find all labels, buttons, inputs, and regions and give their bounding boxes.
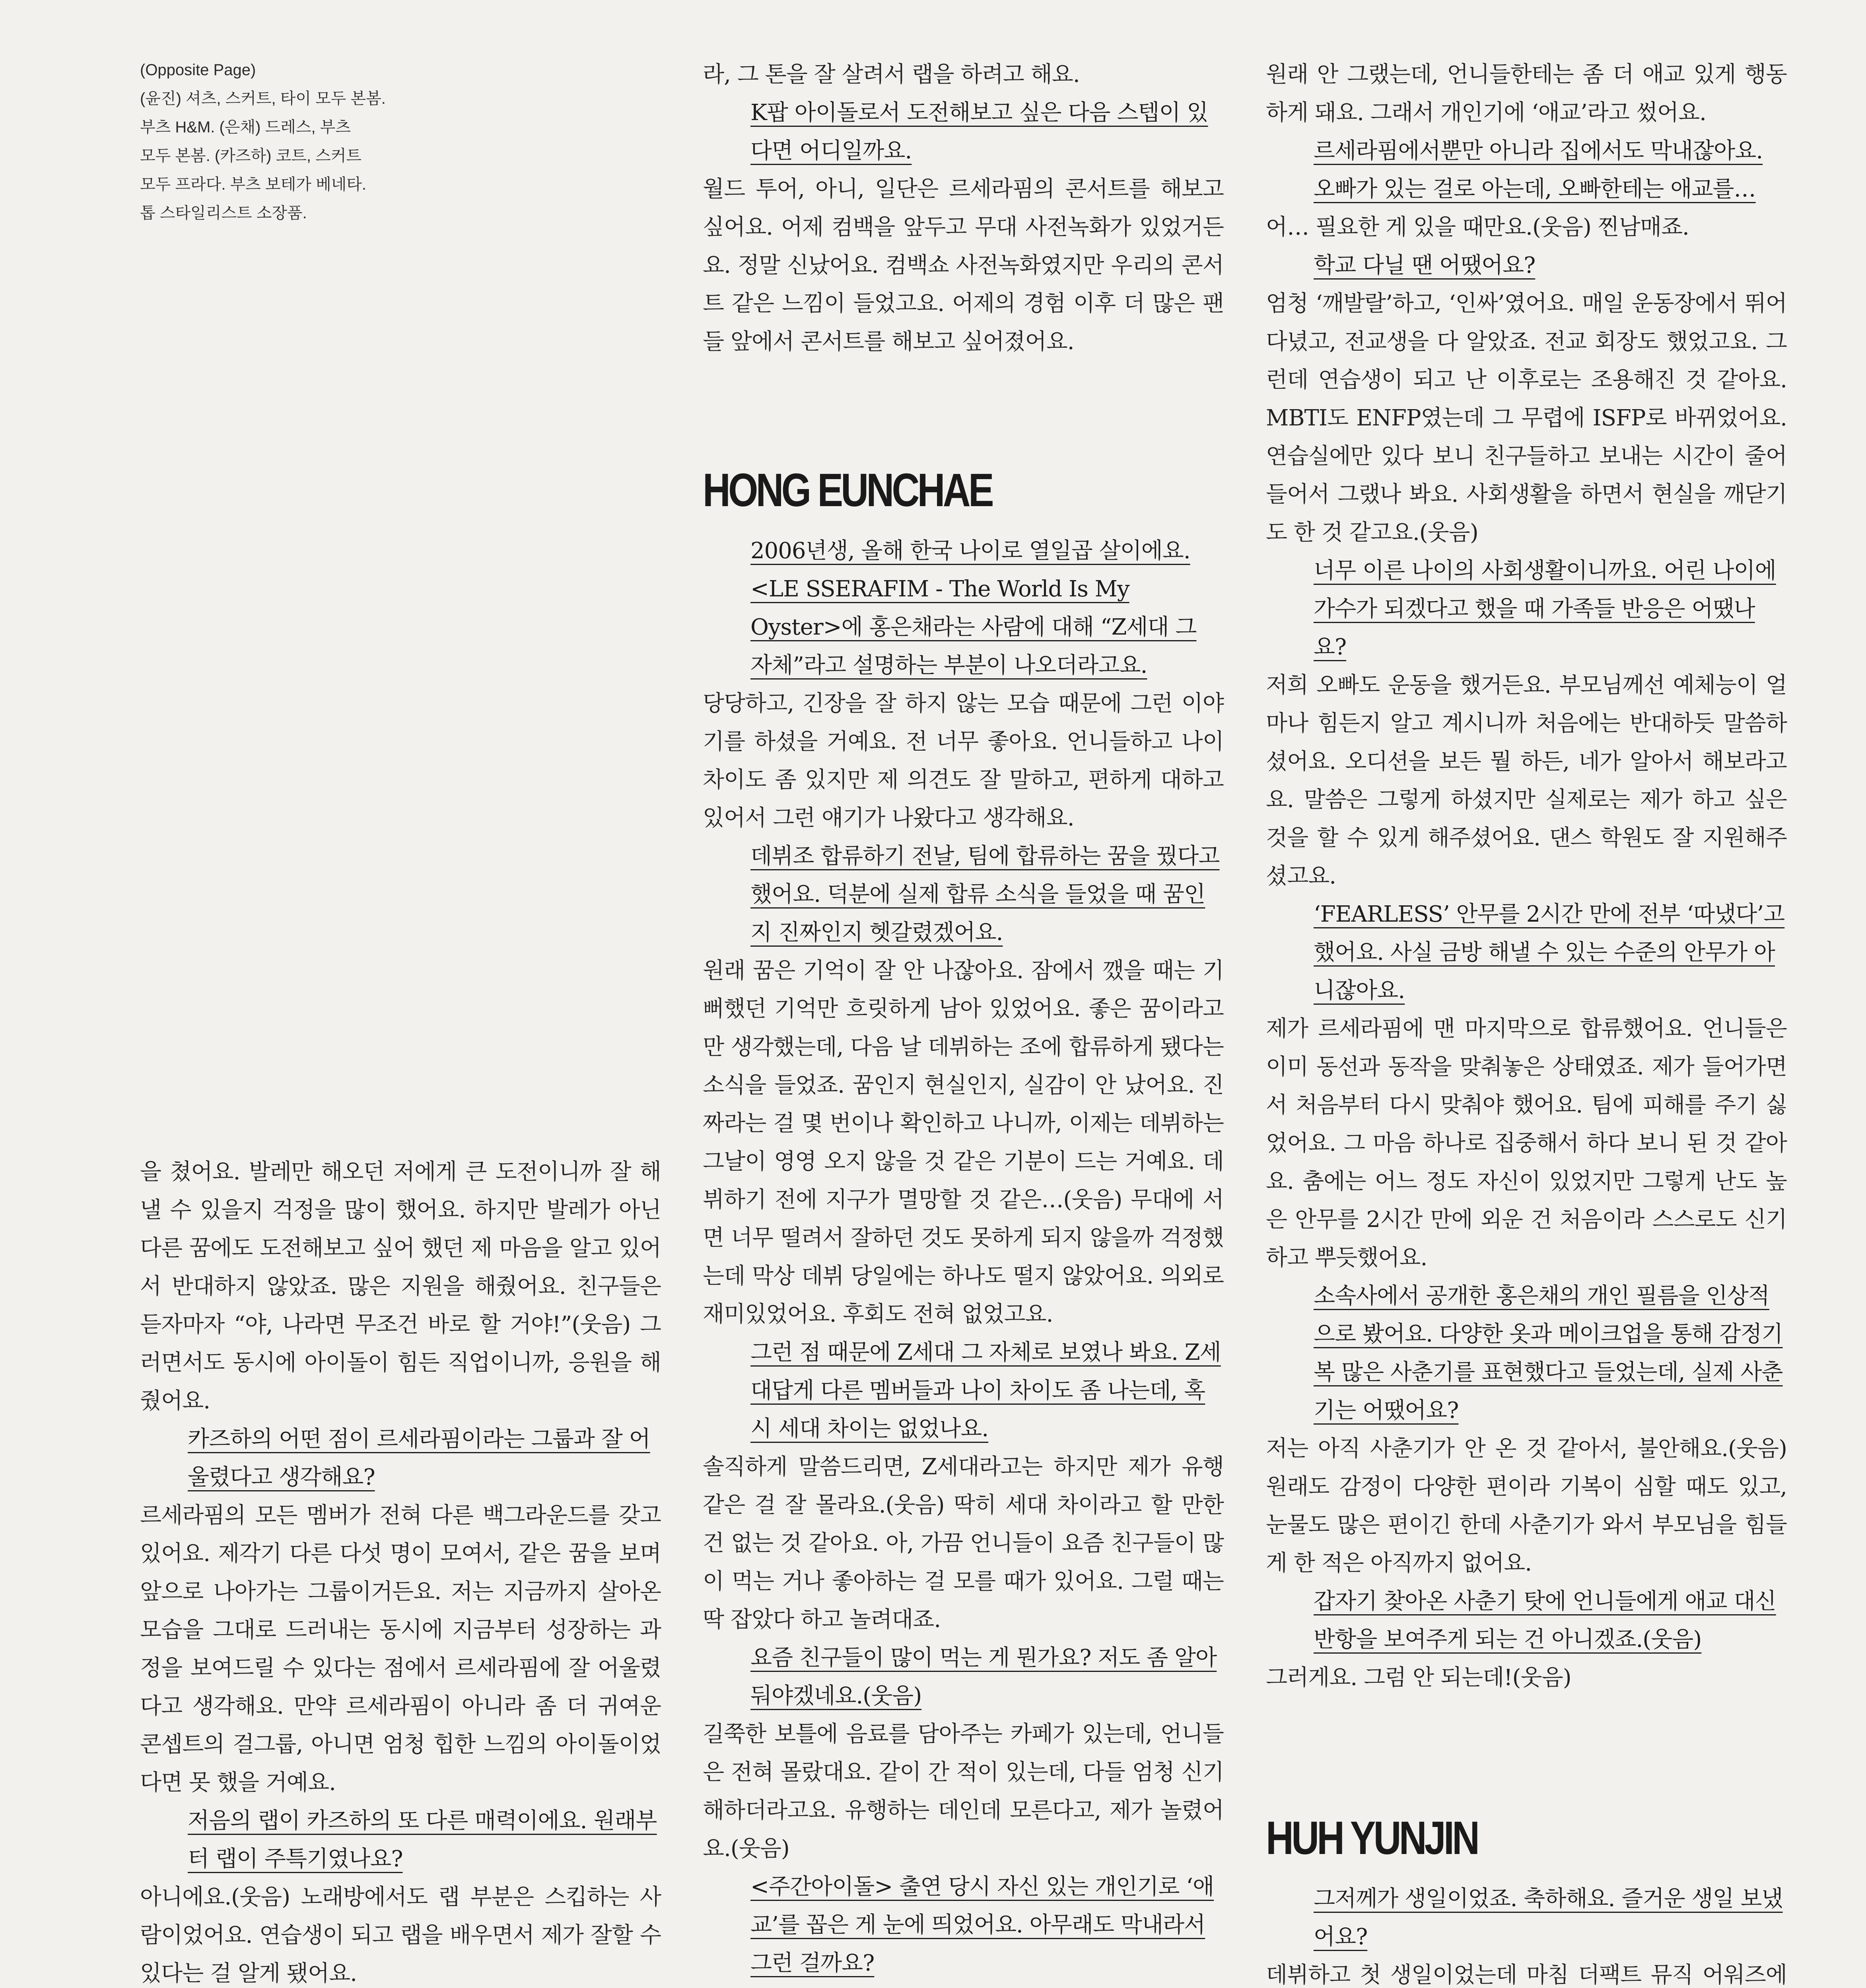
question-paragraph: 요즘 친구들이 많이 먹는 게 뭔가요? 저도 좀 알아둬야겠네요.(웃음) — [750, 1645, 1217, 1709]
credit-line: 톱 스타일리스트 소장품. — [140, 204, 307, 222]
credit-line: (윤진) 셔츠, 스커트, 타이 모두 본봄. — [140, 90, 386, 107]
answer-paragraph: 제가 르세라핌에 맨 마지막으로 합류했어요. 언니들은 이미 동선과 동작을 맞춰놓은 상태였죠. 제가 들어가면서 처음부터 다시 맞춰야 했어요. 팀에 피해를 주기 싫었어요. 그 마음 하나로 집중해서 하다 보니 된 것 같아요. 춤에는 어느 정도 자신이 있었지만 그렇게 난도 높은 안무를 2시간 만에 외운 건 처음이라 스스로도 신기하고 뿌듯했어요. — [1266, 1016, 1787, 1271]
answer-paragraph: 라, 그 톤을 잘 살려서 랩을 하려고 해요. — [703, 62, 1080, 87]
question-paragraph: 학교 다닐 땐 어땠어요? — [1314, 252, 1536, 278]
answer-paragraph: 데뷔하고 첫 생일이었는데 마침 더팩트 뮤직 어워즈에 — [1266, 1962, 1787, 1988]
answer-paragraph: 당당하고, 긴장을 잘 하지 않는 모습 때문에 그런 이야기를 하셨을 거예요. 전 너무 좋아요. 언니들하고 나이 차이도 좀 있지만 제 의견도 잘 말하고, 편하게 대하고 있어서 그런 얘기가 나왔다고 생각해요. — [703, 691, 1224, 831]
question-paragraph: 카즈하의 어떤 점이 르세라핌이라는 그룹과 잘 어울렸다고 생각해요? — [188, 1426, 650, 1490]
answer-paragraph: 저희 오빠도 운동을 했거든요. 부모님께선 예체능이 얼마나 힘든지 알고 계시니까 처음에는 반대하듯 말씀하셨어요. 오디션을 보든 뭘 하든, 네가 알아서 해보라고요. 말씀은 그렇게 하셨지만 실제로는 제가 하고 싶은 것을 할 수 있게 해주셨어요. 댄스 학원도 잘 지원해주셨고요. — [1266, 672, 1787, 889]
answer-paragraph: 을 쳤어요. 발레만 해오던 저에게 큰 도전이니까 잘 해낼 수 있을지 걱정을 많이 했어요. 하지만 발레가 아닌 다른 꿈에도 도전해보고 싶어 했던 제 마음을 알고 있어서 반대하지 않았죠. 많은 지원을 해줬어요. 친구들은 듣자마자 “야, 나라면 무조건 바로 할 거야!”(웃음) 그러면서도 동시에 아이돌이 힘든 직업이니까, 응원을 해줬어요. — [140, 1159, 661, 1414]
answer-paragraph: 원래 안 그랬는데, 언니들한테는 좀 더 애교 있게 행동하게 돼요. 그래서 개인기에 ‘애교’라고 썼어요. — [1266, 62, 1787, 126]
section-heading-huh-yunjin: HUH YUNJIN — [1266, 1812, 1478, 1864]
column-left — [140, 1153, 661, 1988]
question-paragraph: 데뷔조 합류하기 전날, 팀에 합류하는 꿈을 꿨다고 했어요. 덕분에 실제 합류 소식을 들었을 때 꿈인지 진짜인지 헷갈렸겠어요. — [750, 843, 1220, 945]
question-paragraph: K팝 아이돌로서 도전해보고 싶은 다음 스텝이 있다면 어디일까요. — [750, 100, 1208, 164]
question-paragraph: 2006년생, 올해 한국 나이로 열일곱 살이에요. <LE SSERAFIM - The World Is My Oyster>에 홍은채라는 사람에 대해 “Z세대 그 자체”라고 설명하는 부분이 나오더라고요. — [750, 538, 1197, 678]
credit-line: 모두 프라다. 부츠 보테가 베네타. — [140, 176, 366, 193]
question-paragraph: 저음의 랩이 카즈하의 또 다른 매력이에요. 원래부터 랩이 주특기였나요? — [188, 1808, 657, 1872]
credit-line: (Opposite Page) — [140, 61, 256, 79]
column-right — [1266, 56, 1787, 1988]
question-paragraph: ‘FEARLESS’ 안무를 2시간 만에 전부 ‘따냈다’고 했어요. 사실 금방 해낼 수 있는 수준의 안무가 아니잖아요. — [1314, 901, 1785, 1004]
answer-paragraph: 그러게요. 그럼 안 되는데!(웃음) — [1266, 1665, 1571, 1691]
column-middle — [703, 56, 1224, 1988]
question-paragraph: 너무 이른 나이의 사회생활이니까요. 어린 나이에 가수가 되겠다고 했을 때 가족들 반응은 어땠나요? — [1314, 558, 1776, 660]
answer-paragraph: 아니에요.(웃음) 노래방에서도 랩 부분은 스킵하는 사람이었어요. 연습생이 되고 랩을 배우면서 제가 잘할 수 있다는 걸 알게 됐어요. — [140, 1884, 661, 1986]
question-paragraph: 소속사에서 공개한 홍은채의 개인 필름을 인상적으로 봤어요. 다양한 옷과 메이크업을 통해 감정기복 많은 사춘기를 표현했다고 들었는데, 실제 사춘기는 어땠어요? — [1314, 1283, 1783, 1423]
answer-paragraph: 솔직하게 말씀드리면, Z세대라고는 하지만 제가 유행 같은 걸 잘 몰라요.(웃음) 딱히 세대 차이라고 할 만한 건 없는 것 같아요. 아, 가끔 언니들이 요즘 친구들이 많이 먹는 거나 좋아하는 걸 모를 때가 있어요. 그럴 때는 딱 잡았다 하고 놀려대죠. — [703, 1454, 1224, 1633]
question-paragraph: 르세라핌에서뿐만 아니라 집에서도 막내잖아요. 오빠가 있는 걸로 아는데, 오빠한테는 애교를… — [1314, 138, 1763, 202]
answer-paragraph: 월드 투어, 아니, 일단은 르세라핌의 콘서트를 해보고 싶어요. 어제 컴백을 앞두고 무대 사전녹화가 있었거든요. 정말 신났어요. 컴백쇼 사전녹화였지만 우리의 콘서트 같은 느낌이 들었고요. 어제의 경험 이후 더 많은 팬들 앞에서 콘서트를 해보고 싶어졌어요. — [703, 176, 1224, 355]
credit-line: 모두 본봄. (카즈하) 코트, 스커트 — [140, 147, 362, 165]
answer-paragraph — [703, 1982, 1224, 1988]
credit-line: 부츠 H&M. (은채) 드레스, 부츠 — [140, 118, 351, 136]
question-paragraph: 갑자기 찾아온 사춘기 탓에 언니들에게 애교 대신 반항을 보여주게 되는 건 아니겠죠.(웃음) — [1314, 1588, 1776, 1652]
answer-paragraph: 엄청 ‘깨발랄’하고, ‘인싸’였어요. 매일 운동장에서 뛰어다녔고, 전교생을 다 알았죠. 전교 회장도 했었고요. 그런데 연습생이 되고 난 이후로는 조용해진 것 같아요. MBTI도 ENFP였는데 그 무렵에 ISFP로 바뀌었어요. 연습실에만 있다 보니 친구들하고 보내는 시간이 줄어들어서 그랬나 봐요. 사회생활을 하면서 현실을 깨닫기도 한 것 같고요.(웃음) — [1266, 291, 1787, 546]
answer-paragraph: 르세라핌의 모든 멤버가 전혀 다른 백그라운드를 갖고 있어요. 제각기 다른 다섯 명이 모여서, 같은 꿈을 보며 앞으로 나아가는 그룹이거든요. 저는 지금까지 살아온 모습을 그대로 드러내는 동시에 지금부터 성장하는 과정을 보여드릴 수 있다는 점에서 르세라핌에 잘 어울렸다고 생각해요. 만약 르세라핌이 아니라 좀 더 귀여운 콘셉트의 걸그룹, 아니면 엄청 힙한 느낌의 아이돌이었다면 못 했을 거예요. — [140, 1503, 661, 1796]
photo-credits — [140, 56, 466, 227]
answer-paragraph: 길쭉한 보틀에 음료를 담아주는 카페가 있는데, 언니들은 전혀 몰랐대요. 같이 간 적이 있는데, 다들 엄청 신기해하더라고요. 유행하는 데인데 모른다고, 제가 놀렸어요.(웃음) — [703, 1721, 1224, 1862]
answer-paragraph: 어… 필요한 게 있을 때만요.(웃음) 찐남매죠. — [1266, 214, 1689, 240]
question-paragraph: 그런 점 때문에 Z세대 그 자체로 보였나 봐요. Z세대답게 다른 멤버들과 나이 차이도 좀 나는데, 혹시 세대 차이는 없었나요. — [750, 1340, 1221, 1442]
answer-paragraph: 원래 꿈은 기억이 잘 안 나잖아요. 잠에서 깼을 때는 기뻐했던 기억만 흐릿하게 남아 있었어요. 좋은 꿈이라고만 생각했는데, 다음 날 데뷔하는 조에 합류하게 됐다는 소식을 들었죠. 꿈인지 현실인지, 실감이 안 났어요. 진짜라는 걸 몇 번이나 확인하고 나니까, 이제는 데뷔하는 그날이 영영 오지 않을 것 같은 기분이 드는 거예요. 데뷔하기 전에 지구가 멸망할 것 같은…(웃음) 무대에 서면 너무 떨려서 잘하던 것도 못하게 되지 않을까 걱정했는데 막상 데뷔 당일에는 하나도 떨지 않았어요. 의외로 재미있었어요. 후회도 전혀 없었고요. — [703, 958, 1224, 1327]
question-paragraph: <주간아이돌> 출연 당시 자신 있는 개인기로 ‘애교’를 꼽은 게 눈에 띄었어요. 아무래도 막내라서 그런 걸까요? — [750, 1874, 1214, 1976]
section-heading-hong-eunchae: HONG EUNCHAE — [703, 464, 992, 516]
answer-paragraph: 저는 아직 사춘기가 안 온 것 같아서, 불안해요.(웃음) 원래도 감정이 다양한 편이라 기복이 심할 때도 있고, 눈물도 많은 편이긴 한데 사춘기가 와서 부모님을 힘들게 한 적은 아직까지 없어요. — [1266, 1436, 1787, 1576]
question-paragraph: 그저께가 생일이었죠. 축하해요. 즐거운 생일 보냈어요? — [1314, 1886, 1783, 1950]
